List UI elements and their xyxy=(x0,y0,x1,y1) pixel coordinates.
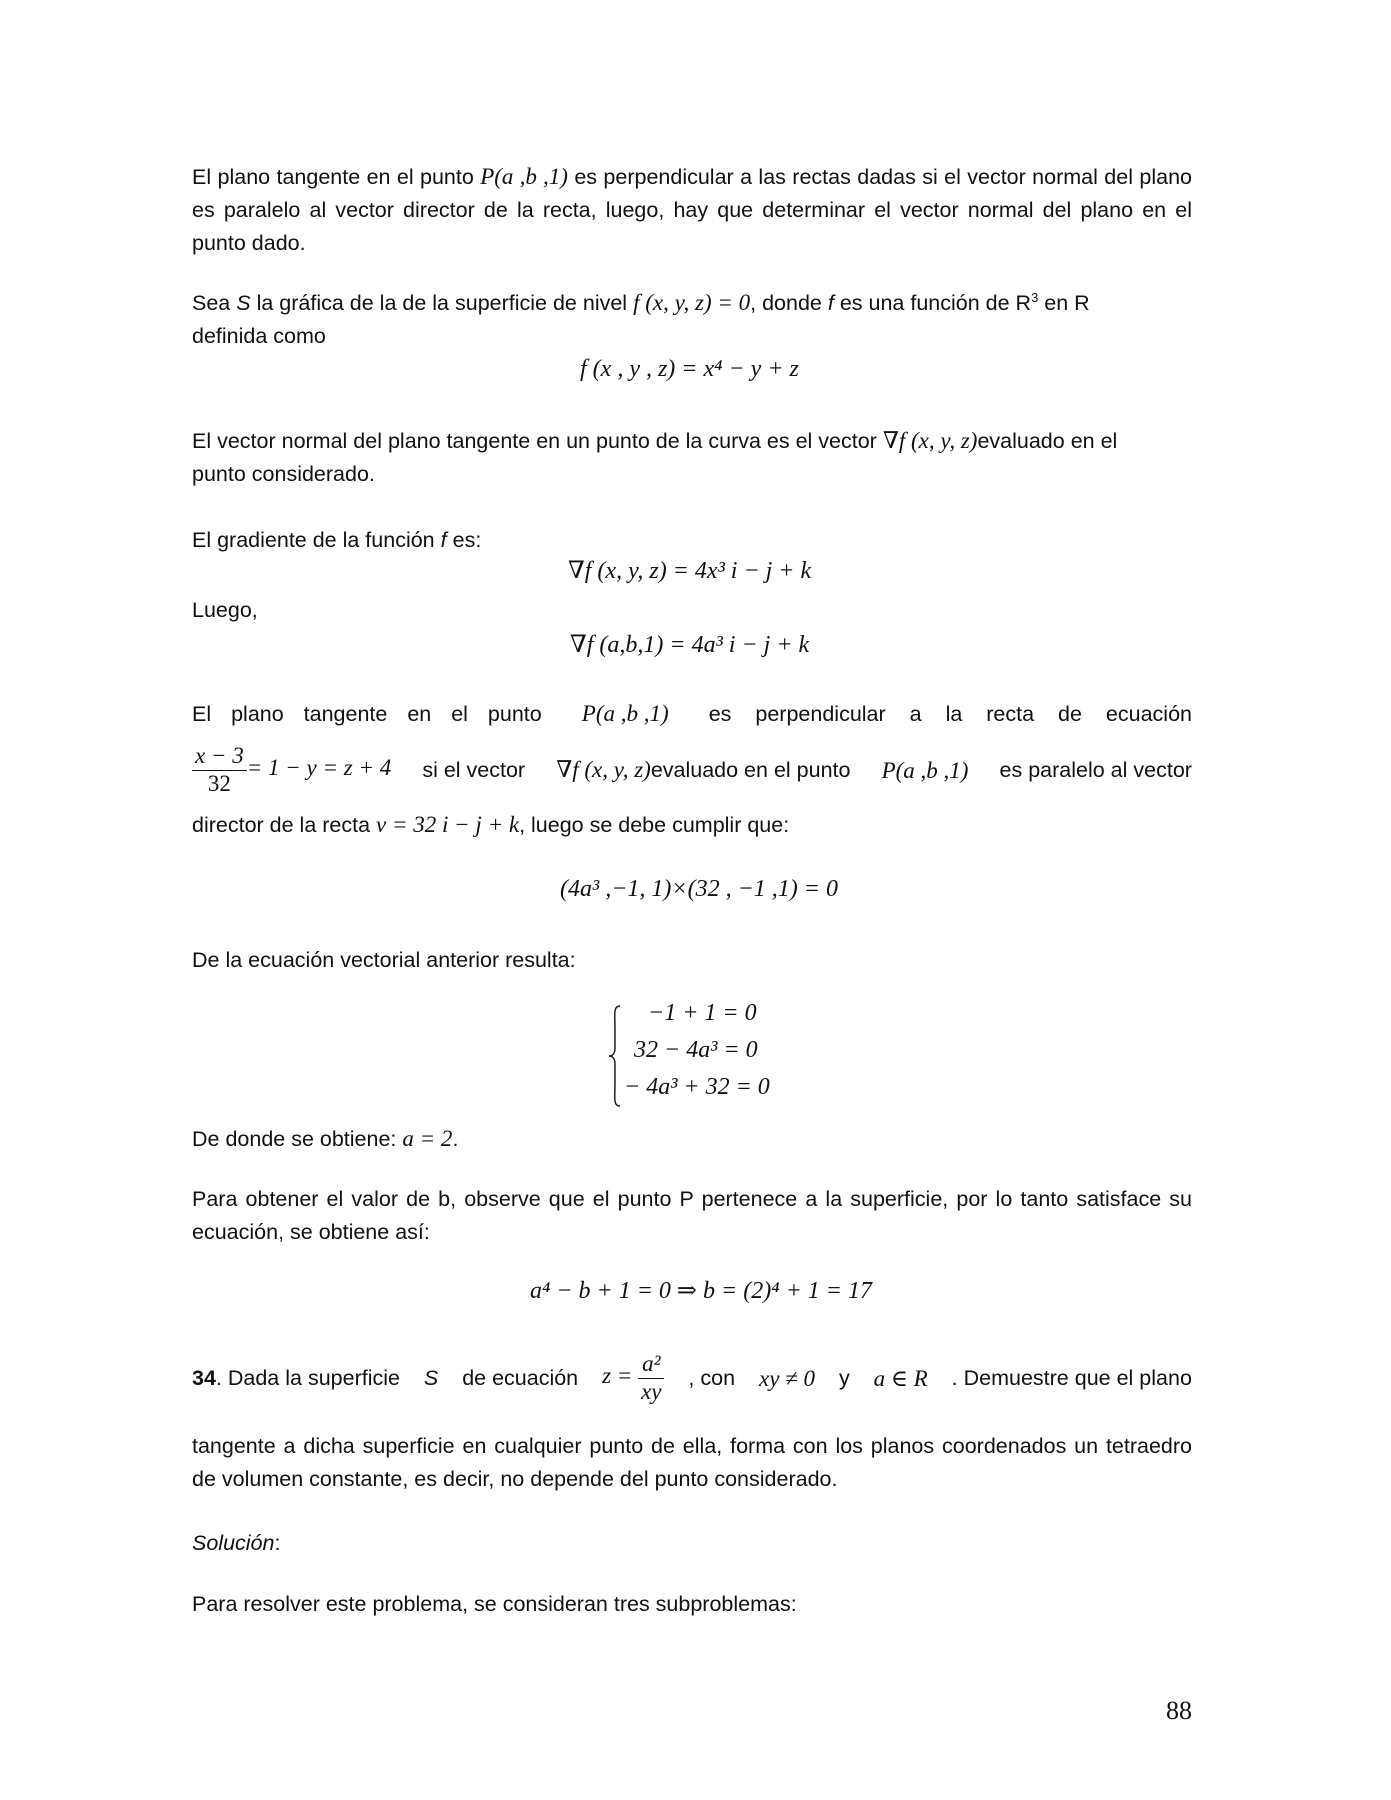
equation-f-definition: f (x , y , z) = x⁴ − y + z xyxy=(580,356,799,382)
text: . Demuestre que el plano xyxy=(951,1365,1192,1390)
math-gradient: ∇f (x, y, z) xyxy=(882,428,978,453)
luego-label: Luego, xyxy=(192,598,258,622)
text: El plano tangente en el punto xyxy=(192,165,474,189)
text: : xyxy=(274,1531,281,1555)
text: punto considerado. xyxy=(192,462,375,486)
solution-heading xyxy=(192,1527,1192,1560)
equation-gradient: ∇f (x, y, z) = 4x³ i − j + k xyxy=(568,558,812,584)
math-condition: xy ≠ 0 xyxy=(758,1365,816,1391)
text: es una función de R xyxy=(839,291,1032,315)
fraction xyxy=(192,743,247,797)
math-equation: f (x, y, z) = 0 xyxy=(633,290,751,315)
text: es perpendicular a las rectas dadas si el vector normal del plano es paralelo al vector director de la recta, luego, hay que determinar el vector normal del plano en el punto dado. xyxy=(192,165,1192,255)
text: si el vector xyxy=(422,757,526,782)
paragraph-gradient xyxy=(192,524,1192,557)
paragraph-tangent-plane xyxy=(192,160,1192,260)
text: , donde xyxy=(750,291,822,315)
paragraph-level-surface xyxy=(192,286,1192,353)
text: de ecuación xyxy=(462,1365,579,1390)
problem-number: 34 xyxy=(192,1365,216,1390)
text: El gradiente de la función xyxy=(192,528,435,552)
paragraph-line-equation xyxy=(192,736,1192,804)
math-condition: a ∈ R xyxy=(873,1365,928,1391)
page-number: 88 xyxy=(1166,1696,1192,1725)
text: evaluado en el xyxy=(977,429,1118,453)
system-line-2: 32 − 4a³ = 0 xyxy=(634,1037,758,1063)
math-point: P(a ,b ,1) xyxy=(881,757,969,783)
paragraph-value-b: Para obtener el valor de b, observe que el punto P pertenece a la superficie, por lo tanto satisface su ecuación, se obtiene así: xyxy=(192,1187,1192,1244)
problem-34-statement xyxy=(192,1340,1192,1416)
text: es perpendicular a la recta de ecuación xyxy=(708,702,1192,726)
brace-icon xyxy=(608,1004,622,1108)
superscript: 3 xyxy=(1031,289,1039,305)
math-result: a = 2 xyxy=(402,1126,453,1151)
text: De donde se obtiene: xyxy=(192,1127,397,1151)
equation-cross-product: (4a³ ,−1, 1)×(32 , −1 ,1) = 0 xyxy=(560,876,838,902)
text: es paralelo al vector xyxy=(999,757,1192,782)
paragraph-result-a xyxy=(192,1122,1192,1156)
text: evaluado en el punto xyxy=(650,758,851,782)
math-var: f xyxy=(827,291,834,315)
text: , luego se debe cumplir que: xyxy=(519,813,790,837)
problem-34-continuation: tangente a dicha superficie en cualquier punto de ella, forma con los planos coordenados un tetraedro de volumen constante, es decir, no depende del punto considerado. xyxy=(192,1434,1192,1491)
math-surface-equation xyxy=(602,1351,664,1405)
paragraph-perpendicular xyxy=(192,697,1192,731)
math-gradient: ∇f (x, y, z) xyxy=(556,757,651,782)
math-point: P(a ,b ,1) xyxy=(581,701,669,726)
math-point: P(a ,b ,1) xyxy=(480,164,568,189)
math-var: f xyxy=(440,528,447,552)
text: la gráfica de la de la superficie de nivel xyxy=(256,291,628,315)
equation-rest: = 1 − y = z + 4 xyxy=(246,755,392,781)
text: El plano tangente en el punto xyxy=(192,702,542,726)
math-var: S xyxy=(236,291,251,315)
text: en R xyxy=(1044,291,1090,315)
paragraph-normal-vector xyxy=(192,424,1192,491)
fraction-denominator: xy xyxy=(641,1378,662,1404)
text: , con xyxy=(688,1365,736,1390)
equation-b-value: a⁴ − b + 1 = 0 ⇒ b = (2)⁴ + 1 = 17 xyxy=(530,1278,872,1304)
fraction-denominator: 32 xyxy=(207,770,231,796)
text: El vector normal del plano tangente en un punto de la curva es el vector xyxy=(192,429,877,453)
text: es: xyxy=(452,528,482,552)
fraction xyxy=(638,1351,664,1405)
fraction-numerator: x − 3 xyxy=(192,743,247,770)
equation-lhs: z = xyxy=(602,1363,633,1389)
fraction-numerator: a² xyxy=(638,1351,664,1378)
paragraph-subproblems: Para resolver este problema, se consideran tres subproblemas: xyxy=(192,1592,797,1616)
math-line-equation xyxy=(192,743,391,797)
system-line-1: −1 + 1 = 0 xyxy=(648,1000,757,1026)
system-line-3: − 4a³ + 32 = 0 xyxy=(624,1074,770,1100)
text: . xyxy=(452,1127,459,1151)
paragraph-director-vector xyxy=(192,808,1192,842)
text: y xyxy=(838,1365,850,1390)
math-vector: v = 32 i − j + k xyxy=(376,812,520,837)
equation-gradient-at-point: ∇f (a,b,1) = 4a³ i − j + k xyxy=(570,632,810,658)
math-var: S xyxy=(423,1365,439,1390)
text: director de la recta xyxy=(192,813,371,837)
text: Solución xyxy=(192,1531,275,1555)
paragraph-vector-equation: De la ecuación vectorial anterior resulta: xyxy=(192,948,576,972)
text: . Dada la superficie xyxy=(215,1365,400,1390)
text: definida como xyxy=(192,324,326,348)
text: Sea xyxy=(192,291,231,315)
